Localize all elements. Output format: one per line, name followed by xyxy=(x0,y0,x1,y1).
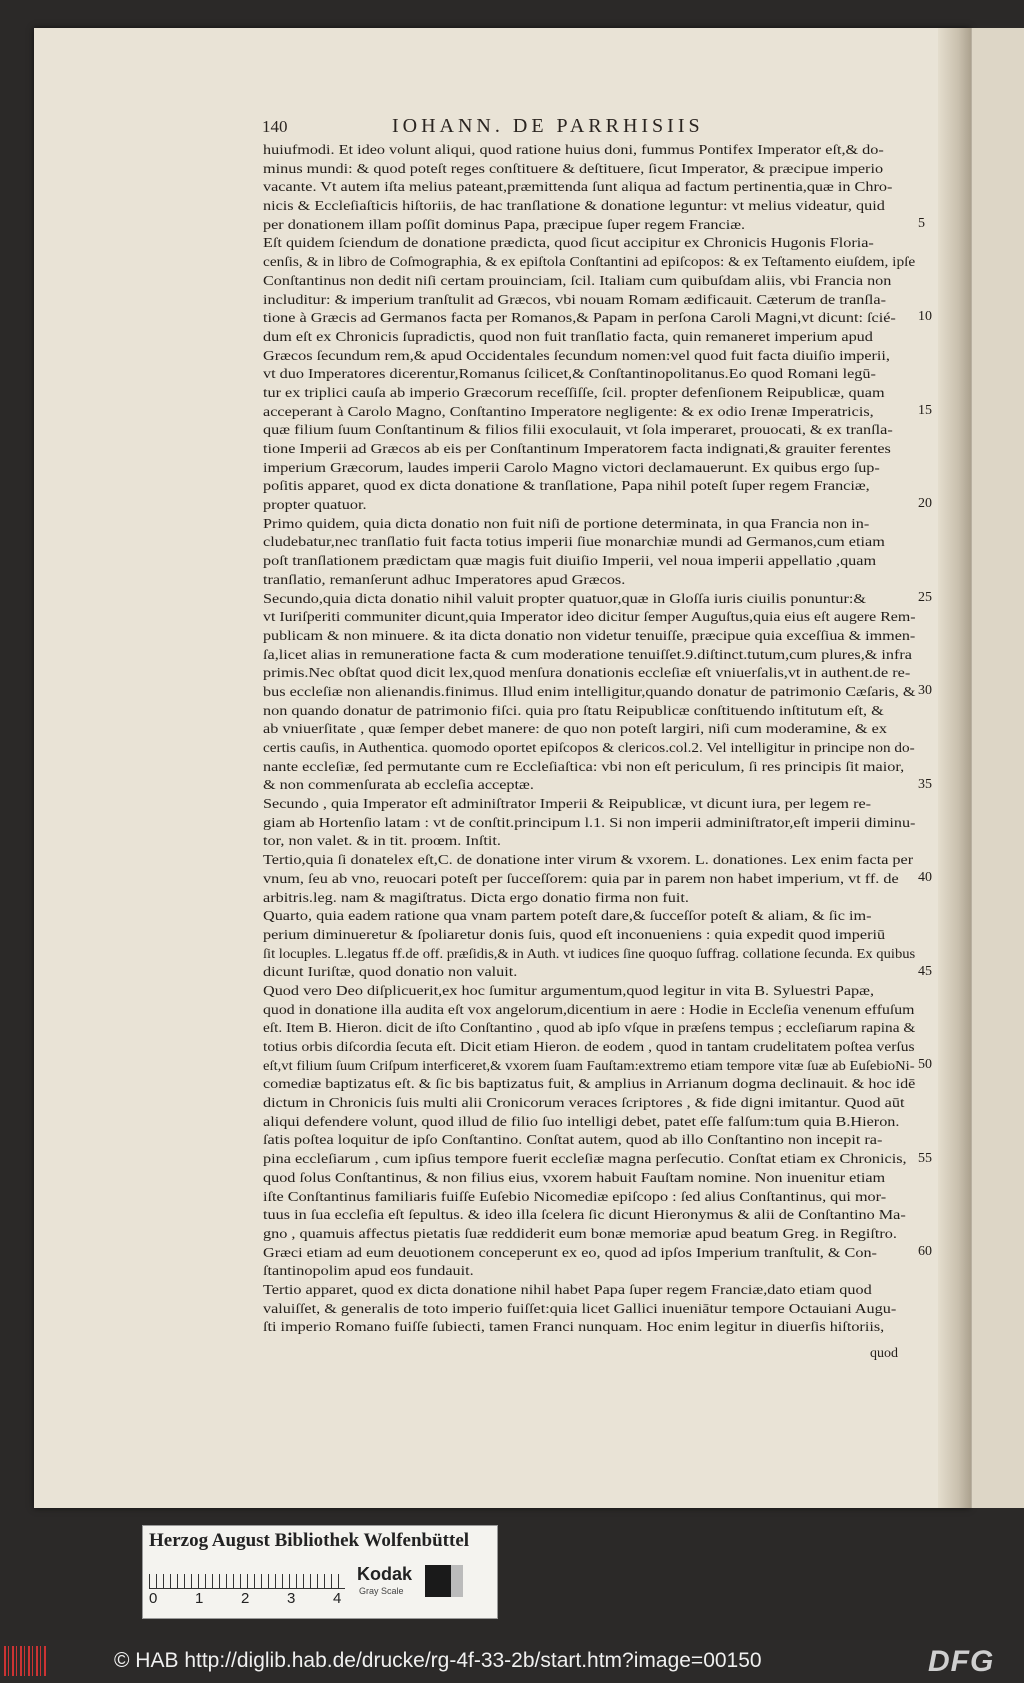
text-line: imperium Græcorum, laudes imperii Carolo Magno victori declamauerunt. Ex quibus ergo ſup- xyxy=(263,459,880,476)
text-line: tranſlatio, remanſerunt adhuc Imperatores apud Græcos. xyxy=(263,571,626,588)
page-header xyxy=(262,117,932,139)
ruler-label: 0 xyxy=(149,1590,158,1607)
page-number: 140 xyxy=(262,117,288,136)
text-line: poſitis apparet, quod ex dicta donatione & tranſlatione, Papa nihil poteſt ſuper regem Franciæ, xyxy=(263,478,870,495)
line-number: 35 xyxy=(918,776,932,792)
text-line: nante eccleſiæ, ſed permutante cum re Eccleſiaſtica: vbi non eſt periculum, ſi res principis ſit maior, xyxy=(263,758,905,775)
text-line: & non commenſurata ab eccleſia acceptæ. xyxy=(263,777,534,794)
text-line: ſit locuples. L.legatus ff.de off. præſidis,& in Auth. vt iudices ſine quoquo ſuffrag. collatione ſecunda. Ex quibus xyxy=(263,945,916,962)
text-line: cludebatur,nec tranſlatio fuit facta totius imperii ſiue monarchiæ mundi ad Germanos,cum etiam xyxy=(263,534,885,551)
line-number: 50 xyxy=(918,1057,932,1073)
text-line: minus mundi: & quod poteſt reges conſtituere & deſtituere, ſicut Imperator, & præcipue imperio xyxy=(263,160,884,177)
text-line: acceperant à Carolo Magno, Conſtantino Imperatore negligente: & ex odio Irenæ Imperatricis, xyxy=(263,403,874,420)
line-number: 30 xyxy=(918,683,932,699)
text-line: tor, non valet. & in tit. proœm. Inſtit. xyxy=(263,833,501,850)
text-line: huiufmodi. Et ideo volunt aliqui, quod ratione huius doni, fummus Pontifex Imperator eſt,& do- xyxy=(263,142,884,158)
text-line: Quarto, quia eadem ratione qua vnam partem poteſt dare,& ſucceſſor poteſt & aliam, & ſic im- xyxy=(263,908,872,925)
grayscale-label: Gray Scale xyxy=(359,1586,404,1596)
ruler-label: 1 xyxy=(195,1590,204,1607)
line-number: 25 xyxy=(918,589,932,605)
line-number: 5 xyxy=(918,215,925,231)
text-line: eſt,vt filium ſuum Criſpum interficeret,& vxorem ſuam Fauſtam:extremo etiam tempore vitæ ſuæ ab EuſebioNi- xyxy=(263,1057,915,1074)
text-line: quod ſolus Conſtantinus, & non filius eius, vxorem habuit Fauſtam nomine. Non inuenitur etiam xyxy=(263,1169,886,1186)
text-line: Eſt quidem ſciendum de donatione prædicta, quod ſicut accipitur ex Chronicis Hugonis Floria- xyxy=(263,235,874,252)
library-name: Herzog August Bibliothek Wolfenbüttel xyxy=(149,1530,470,1551)
library-scale-card xyxy=(142,1525,498,1619)
text-line: vt Iuriſperiti communiter dicunt,quia Imperator ideo dicitur ſemper Auguſtus,quia eius eſt augere Rem- xyxy=(263,609,916,626)
text-line: Græci etiam ad eum deuotionem conceperunt ex eo, quod ad ipſos Imperium tranſtulit, & Con- xyxy=(263,1244,877,1261)
text-line: pina eccleſiarum , cum ipſius tempore fuerit eccleſiæ magna perſecutio. Conſtat etiam ex Chronicis, xyxy=(263,1151,907,1168)
line-number: 60 xyxy=(918,1244,932,1260)
text-line: vacante. Vt autem iſta melius pateant,præmittenda ſunt aliqua ad factum pertinentia,quæ in Chro- xyxy=(263,179,893,196)
text-line: Quod vero Deo diſplicuerit,ex hoc ſumitur argumentum,quod legitur in vita B. Syluestri Papæ, xyxy=(263,982,875,999)
text-line: gno , quamuis affectus pietatis ſuæ reddiderit eum bonæ memoriæ apud beatum Greg. in Regiſtro. xyxy=(263,1225,897,1242)
gray-swatch-mid xyxy=(451,1565,463,1597)
text-line: tione Imperii ad Græcos ab eis per Conſtantinum Imperatorem facta indignati,& grauiter ferentes xyxy=(263,441,891,457)
line-number: 45 xyxy=(918,963,932,979)
ruler-label: 2 xyxy=(241,1590,250,1607)
line-number: 20 xyxy=(918,496,932,512)
line-number: 15 xyxy=(918,402,932,418)
text-line: propter quatuor. xyxy=(263,497,367,514)
text-line: includitur: & imperium tranſtulit ad Græcos, vbi nouam Romam ædificauit. Cæterum de tranſla- xyxy=(263,291,886,308)
ruler-label: 4 xyxy=(333,1590,342,1607)
line-number: 10 xyxy=(918,309,932,325)
text-line: bus eccleſiæ non alienandis.finimus. Illud enim intelligitur,quando donatur de patrimonio Cæſaris, & xyxy=(263,683,916,700)
text-line: tione à Græcis ad Germanos facta per Romanos,& Papam in perſona Caroli Magni,vt dicunt: ſcié- xyxy=(263,310,896,327)
body-text xyxy=(263,141,915,1337)
text-line: tur ex triplici cauſa ab imperio Græcorum receſſiſſe, ſcil. propter defenſionem Reipublicæ, quam xyxy=(263,384,885,401)
text-line: Conſtantinus non dedit niſi certam prouinciam, ſcil. Italiam cum quibuſdam aliis, vbi Francia non xyxy=(263,272,892,289)
measuring-ruler xyxy=(149,1564,345,1589)
text-line: vt duo Imperatores dicerentur,Romanus ſcilicet,& Conſtantinopolitanus.Eo quod Romani legū- xyxy=(263,366,876,383)
catchword: quod xyxy=(870,1346,898,1361)
text-line: poſt tranſlationem prædictam quæ magis fuit diuiſio Imperii, vel noua imperii appellatio ,quam xyxy=(263,553,877,570)
text-line: giam ab Hortenſio latam : vt de conſtit.principum l.1. Si non imperii adminiſtrator,eſt imperii diminu- xyxy=(263,814,916,831)
text-line: Secundo , quia Imperator eſt adminiſtrator Imperii & Reipublicæ, vt dicunt iura, per legem re- xyxy=(263,796,872,813)
text-line: non quando donatur de patrimonio fiſci. quia pro ſtatu Reipublicæ conſtituendo inſtitutum eſt, & xyxy=(263,702,884,719)
text-line: perium diminueretur & ſpoliaretur donis ſuis, quod eſt inconueniens : quia expedit quod imperiū xyxy=(263,926,886,943)
text-line: Tertio apparet, quod ex dicta donatione nihil habet Papa ſuper regem Franciæ,dato etiam quod xyxy=(263,1281,872,1298)
text-line: ſti imperio Romano fuiſſe ſubiecti, tamen Franci nunquam. Hoc enim legitur in diuerſis hiſtoriis, xyxy=(263,1319,885,1336)
text-line: quæ filium ſuum Conſtantinum & filios filii exoculauit, vt ſola imperaret, prouocati, & ex tranſla- xyxy=(263,422,893,439)
running-title: IOHANN. DE PARRHISIIS xyxy=(392,115,704,137)
text-line: vnum, ſeu ab vno, reuocari poteſt per ſucceſſorem: quia par in parem non habet imperium, vt ff. de xyxy=(263,870,899,887)
text-line: Græcos ſecundum rem,& apud Occidentales ſecundum nomen:vel quod fuit facta diuiſio imperii, xyxy=(263,347,891,364)
text-line: per donationem illam poſſit dominus Papa, præcipue ſuper regem Franciæ. xyxy=(263,216,746,233)
dfg-logo: DFG xyxy=(928,1645,995,1678)
text-line: valuiſſet, & generalis de toto imperio fuiſſet:quia licet Gallici inueniātur tempore Octauiani Augu- xyxy=(263,1300,897,1317)
text-line: dictum in Chronicis ſuis multi alii Cronicorum veraces ſcriptores , & fide digni imitantur. Quod aūt xyxy=(263,1095,905,1112)
line-number: 40 xyxy=(918,870,932,886)
source-url[interactable]: © HAB http://diglib.hab.de/drucke/rg-4f-33-2b/start.htm?image=00150 xyxy=(114,1649,762,1672)
footer-bar xyxy=(0,1640,1024,1683)
text-line: aliqui defendere volunt, quod illud de filio ſuo intelligi debet, patet eſſe falſum:tum quia B.Hieron. xyxy=(263,1113,900,1130)
text-line: dum eſt ex Chronicis ſupradictis, quod non fuit tranſlatio facta, quin remaneret imperium apud xyxy=(263,328,873,345)
text-line: comediæ baptizatus eſt. & ſic bis baptizatus fuit, & amplius in Arrianum dogma declinauit. & hoc idē xyxy=(263,1076,916,1093)
text-line: eſt. Item B. Hieron. dicit de iſto Conſtantino , quod ab ipſo vſque in præſens tempus ; eccleſiarum rapina & xyxy=(263,1020,916,1037)
text-line: Tertio,quia ſi donatelex eſt,C. de donatione inter virum & vxorem. L. donationes. Lex enim facta per xyxy=(263,852,914,869)
text-line: ſtantinopolim apud eos fundauit. xyxy=(263,1263,474,1280)
text-line: totius orbis diſcordia ſecuta eſt. Dicit etiam Hieron. de eodem , quod in tantam crudelitatem poſtea verſus xyxy=(263,1039,915,1055)
line-number: 55 xyxy=(918,1150,932,1166)
ruler-labels xyxy=(149,1590,349,1610)
text-line: dicunt Iuriſtæ, quod donatio non valuit. xyxy=(263,964,518,981)
text-line: arbitris.leg. nam & magiſtratus. Dicta ergo donatio firma non fuit. xyxy=(263,889,689,906)
text-line: quod in donatione illa audita eſt vox angelorum,dicentium in aere : Hodie in Eccleſia venenum effuſum xyxy=(263,1001,915,1018)
text-line: cenſis, & in libro de Coſmographia, & ex epiſtola Conſtantini ad epiſcopos: & ex Teſtamento eiuſdem, ipſe xyxy=(263,254,916,271)
text-line: tuus in ſua eccleſia eſt ſepultus. & ideo illa ſcelera ſic dicunt Hieronymus & alii de Conſtantino Ma- xyxy=(263,1207,906,1224)
text-line: nicis & Eccleſiaſticis hiſtoriis, de hac tranſlatione & donatione leguntur: vt melius videatur, quid xyxy=(263,198,885,215)
text-line: ab vniuerſitate , quæ ſemper debet manere: de quo non poteſt largiri, niſi cum moderamine, & ex xyxy=(263,721,887,738)
kodak-label: Kodak xyxy=(357,1564,413,1584)
text-line: iſte Conſtantinus familiaris fuiſſe Euſebio Nicomediæ epiſcopo : ſed alius Conſtantinus, qui mor- xyxy=(263,1188,887,1205)
barcode-icon xyxy=(4,1646,48,1676)
gray-swatch-dark xyxy=(425,1565,451,1597)
text-line: ſatis poſtea loquitur de ipſo Conſtantino. Conſtat autem, quod ab illo Conſtantino non incepit ra- xyxy=(263,1132,883,1149)
text-line: publicam & non minuere. & ita dicta donatio non videtur tenuiſſe, præcipue quia exceſſiua & immen- xyxy=(263,627,916,644)
text-line: Primo quidem, quia dicta donatio non fuit niſi de portione determinata, in qua Francia non in- xyxy=(263,515,870,532)
text-line: Secundo,quia dicta donatio nihil valuit propter quatuor,quæ in Gloſſa iuris ciuilis ponuntur:& xyxy=(263,590,867,607)
text-line: primis.Nec obſtat quod dicit lex,quod menſura donationis eccleſiæ eſt vniuerſalis,vt in authent.de re- xyxy=(263,665,911,682)
text-line: certis cauſis, in Authentica. quomodo oportet epiſcopos & clericos.col.2. Vel intelligitur in principe non do- xyxy=(263,740,915,756)
text-line: ſa,licet alias in remuneratione facta & cum moderatione tenuiſſet.9.diſtinct.tutum,cum plures,& infra xyxy=(263,646,913,663)
ruler-label: 3 xyxy=(287,1590,296,1607)
